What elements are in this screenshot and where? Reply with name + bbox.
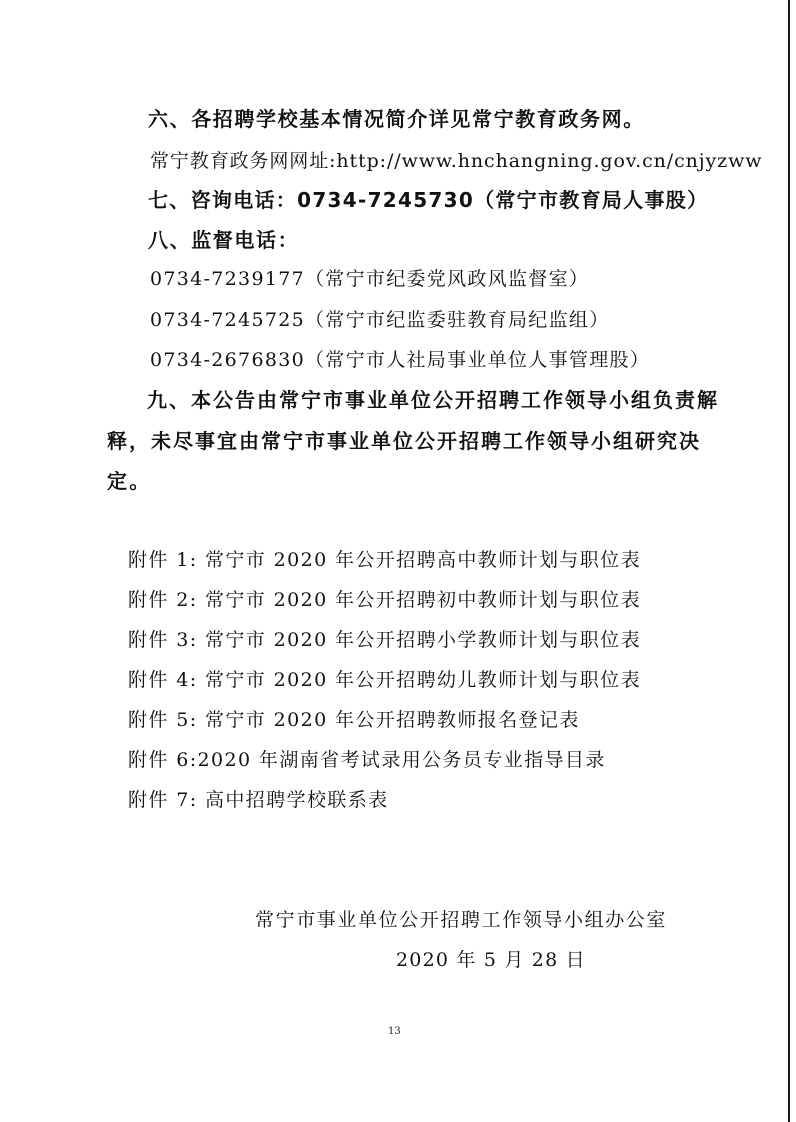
attachment-4: 附件 4: 常宁市 2020 年公开招聘幼儿教师计划与职位表 (128, 669, 642, 691)
attachment-1: 附件 1: 常宁市 2020 年公开招聘高中教师计划与职位表 (128, 549, 642, 571)
section-nine-line-1: 九、本公告由常宁市事业单位公开招聘工作领导小组负责解 (147, 388, 719, 412)
signature-office: 常宁市事业单位公开招聘工作领导小组办公室 (255, 909, 668, 931)
attachment-6: 附件 6:2020 年湖南省考试录用公务员专业指导目录 (128, 749, 606, 771)
signature-date: 2020 年 5 月 28 日 (396, 949, 586, 971)
attachment-2: 附件 2: 常宁市 2020 年公开招聘初中教师计划与职位表 (128, 589, 642, 611)
supervision-phone-1: 0734-7239177（常宁市纪委党风政风监督室） (150, 268, 590, 290)
section-eight-title: 八、监督电话： (148, 228, 300, 252)
section-six: 六、各招聘学校基本情况简介详见常宁教育政务网。 (148, 107, 645, 131)
page-edge-line (788, 0, 790, 1122)
attachment-5: 附件 5: 常宁市 2020 年公开招聘教师报名登记表 (128, 709, 580, 731)
attachment-7: 附件 7: 高中招聘学校联系表 (128, 789, 389, 811)
supervision-phone-3: 0734-2676830（常宁市人社局事业单位人事管理股） (150, 349, 651, 371)
supervision-phone-2: 0734-7245725（常宁市纪监委驻教育局纪监组） (150, 309, 610, 331)
page-number: 13 (388, 1026, 401, 1037)
section-nine-line-2: 释，未尽事宜由常宁市事业单位公开招聘工作领导小组研究决 (107, 429, 701, 453)
attachment-3: 附件 3: 常宁市 2020 年公开招聘小学教师计划与职位表 (128, 629, 642, 651)
section-seven: 七、咨询电话：0734-7245730（常宁市教育局人事股） (148, 188, 709, 212)
section-nine-line-3: 定。 (107, 469, 152, 493)
website-line: 常宁教育政务网网址:http://www.hnchangning.gov.cn/cnjyzww (150, 150, 763, 172)
